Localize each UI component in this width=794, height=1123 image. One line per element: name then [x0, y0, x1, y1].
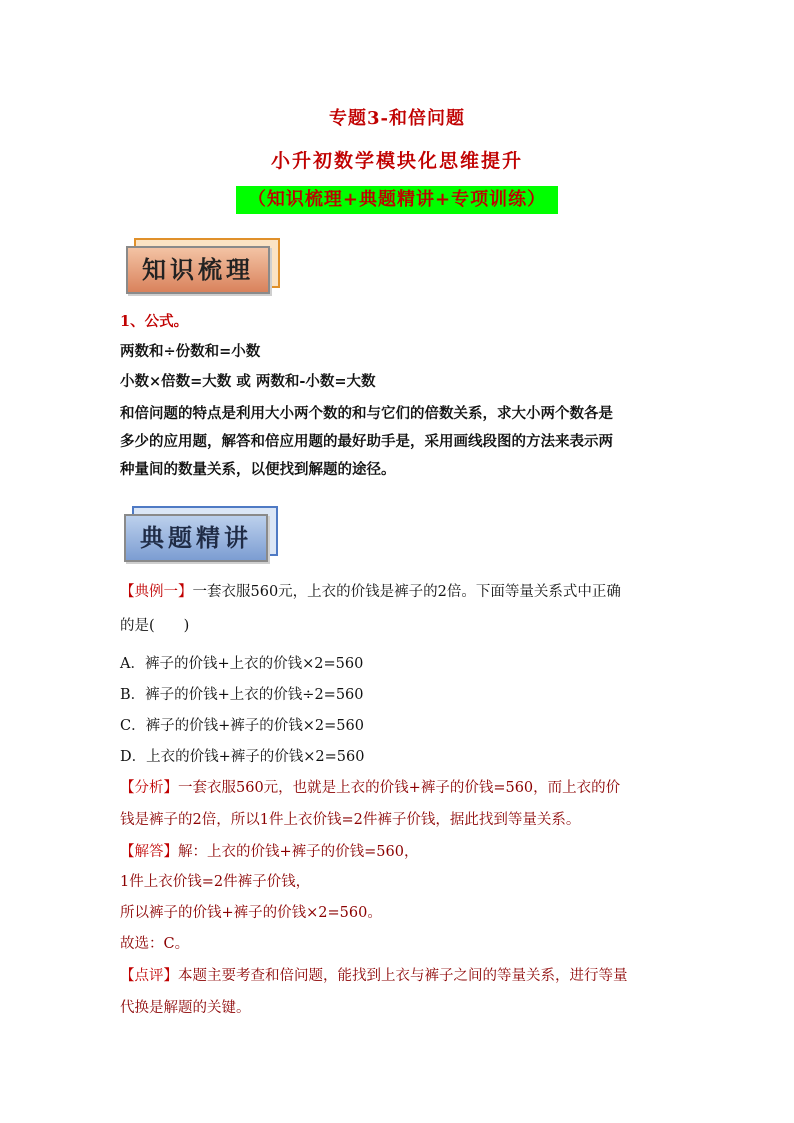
comment-tag: 【点评】 [120, 968, 178, 984]
section-badge-knowledge [126, 238, 276, 292]
formula-line-2: 小数×倍数=大数 或 两数和-小数=大数 [120, 373, 376, 390]
badge-label: 典题精讲 [124, 514, 268, 562]
option-a: A．裤子的价钱+上衣的价钱×2=560 [120, 656, 364, 672]
solution-text: 解：上衣的价钱+裤子的价钱=560， [178, 844, 419, 860]
option-c: C．裤子的价钱+裤子的价钱×2=560 [120, 718, 364, 734]
document-subtitle: 小升初数学模块化思维提升 [270, 150, 523, 172]
formula-heading: 1、公式。 [120, 313, 189, 330]
solution-line-3: 所以裤子的价钱+裤子的价钱×2=560。 [120, 905, 382, 921]
concept-paragraph [120, 400, 680, 484]
analysis-text: 一套衣服560元，也就是上衣的价钱+裤子的价钱=560，而上衣的价 [178, 780, 621, 796]
concept-line: 种量间的数量关系，以便找到解题的途径。 [120, 461, 396, 478]
analysis-tag: 【分析】 [120, 780, 178, 796]
comment-line-2: 代换是解题的关键。 [120, 1000, 251, 1016]
option-d: D．上衣的价钱+裤子的价钱×2=560 [120, 749, 365, 765]
document-title: 专题3-和倍问题 [329, 108, 465, 129]
solution-line-1 [120, 842, 418, 862]
example-line-1 [120, 582, 621, 602]
concept-line: 多少的应用题，解答和倍应用题的最好助手是，采用画线段图的方法来表示两 [120, 433, 613, 450]
badge-label: 知识梳理 [126, 246, 270, 294]
document-subtitle-highlight: （知识梳理+典题精讲+专项训练） [236, 186, 558, 214]
comment-line-1 [120, 966, 628, 986]
concept-line: 和倍问题的特点是利用大小两个数的和与它们的倍数关系，求大小两个数各是 [120, 405, 613, 422]
solution-line-2: 1件上衣价钱=2件裤子价钱， [120, 874, 311, 890]
formula-line-1: 两数和÷份数和=小数 [120, 343, 261, 360]
analysis-line-2: 钱是裤子的2倍，所以1件上衣价钱=2件裤子价钱，据此找到等量关系。 [120, 812, 581, 828]
solution-line-4: 故选：C。 [120, 936, 190, 952]
section-badge-examples [124, 506, 274, 560]
example-text: 一套衣服560元，上衣的价钱是裤子的2倍。下面等量关系式中正确 [192, 584, 621, 600]
comment-text: 本题主要考查和倍问题，能找到上衣与裤子之间的等量关系，进行等量 [178, 968, 628, 984]
example-line-2: 的是( ) [120, 618, 190, 634]
solution-tag: 【解答】 [120, 844, 178, 860]
option-b: B．裤子的价钱+上衣的价钱÷2=560 [120, 687, 364, 703]
analysis-line-1 [120, 778, 620, 798]
example-tag: 【典例一】 [120, 584, 193, 600]
